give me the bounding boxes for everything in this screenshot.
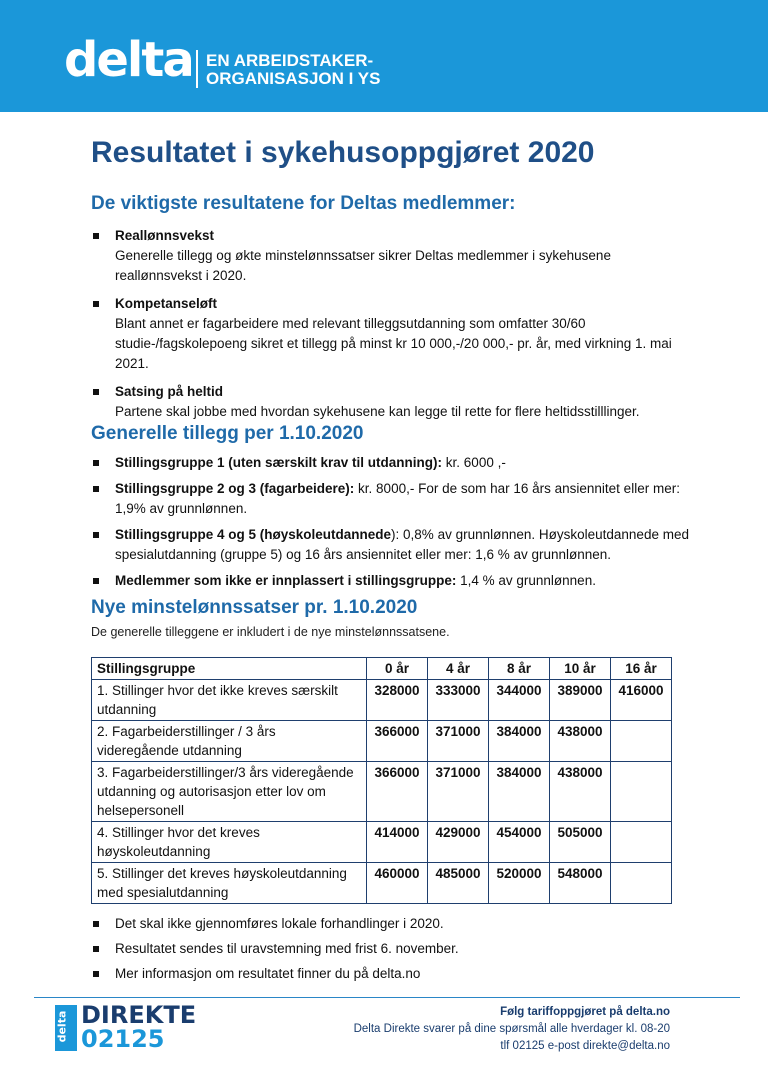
logo-separator bbox=[196, 50, 198, 88]
item-text: Generelle tillegg og økte minstelønnssatser sikrer Deltas medlemmer i sykehusene reallønnsvekst i 2020. bbox=[115, 248, 611, 283]
section3-subtext: De generelle tilleggene er inkludert i de nye minstelønnssatsene. bbox=[91, 625, 450, 639]
cell: 333000 bbox=[428, 680, 489, 721]
item-text: Blant annet er fagarbeidere med relevant tilleggsutdanning som omfatter 30/60 studie-/fagskolepoeng sikret et tillegg på minst kr 10 000,-/20 000,- pr. år, med virkning 1. mai 2021. bbox=[115, 316, 672, 371]
list-item bbox=[91, 294, 691, 374]
cell: 366000 bbox=[367, 762, 428, 822]
cell: 438000 bbox=[550, 721, 611, 762]
page-title: Resultatet i sykehusoppgjøret 2020 bbox=[91, 136, 595, 169]
direkte-number: 02125 bbox=[81, 1025, 165, 1053]
cell: 460000 bbox=[367, 863, 428, 904]
cell: 371000 bbox=[428, 721, 489, 762]
cell bbox=[611, 762, 672, 822]
col-header: 4 år bbox=[428, 658, 489, 680]
cell: 429000 bbox=[428, 822, 489, 863]
row-label: 2. Fagarbeiderstillinger / 3 års videregående utdanning bbox=[92, 721, 367, 762]
section3-heading: Nye minstelønnssatser pr. 1.10.2020 bbox=[91, 597, 418, 618]
footer-contact bbox=[354, 1004, 670, 1055]
section1-heading: De viktigste resultatene for Deltas medlemmer: bbox=[91, 193, 516, 214]
col-header: 10 år bbox=[550, 658, 611, 680]
salary-table bbox=[91, 657, 672, 904]
cell: 384000 bbox=[489, 762, 550, 822]
cell: 414000 bbox=[367, 822, 428, 863]
footer-line2: Delta Direkte svarer på dine spørsmål alle hverdager kl. 08-20 bbox=[353, 1023, 670, 1035]
section1-list bbox=[91, 226, 691, 430]
col-header: 16 år bbox=[611, 658, 672, 680]
cell: 485000 bbox=[428, 863, 489, 904]
cell: 328000 bbox=[367, 680, 428, 721]
list-item: Det skal ikke gjennomføres lokale forhandlinger i 2020. bbox=[91, 914, 691, 934]
row-label: 4. Stillinger hvor det kreves høyskoleutdanning bbox=[92, 822, 367, 863]
list-item bbox=[91, 226, 691, 286]
section2-list bbox=[91, 453, 691, 597]
cell: 389000 bbox=[550, 680, 611, 721]
cell: 366000 bbox=[367, 721, 428, 762]
col-header: Stillingsgruppe bbox=[92, 658, 367, 680]
table-header-row bbox=[92, 658, 672, 680]
cell: 371000 bbox=[428, 762, 489, 822]
cell: 454000 bbox=[489, 822, 550, 863]
list-item: Resultatet sendes til uravstemning med frist 6. november. bbox=[91, 939, 691, 959]
cell bbox=[611, 721, 672, 762]
cell: 438000 bbox=[550, 762, 611, 822]
cell: 505000 bbox=[550, 822, 611, 863]
row-label: 3. Fagarbeiderstillinger/3 års videregående utdanning og autorisasjon etter lov om helsepersonell bbox=[92, 762, 367, 822]
item-title: Kompetanseløft bbox=[115, 296, 218, 311]
col-header: 8 år bbox=[489, 658, 550, 680]
direkte-word: DIREKTE bbox=[81, 1001, 197, 1029]
header-banner bbox=[0, 0, 768, 112]
list-item: Medlemmer som ikke er innplassert i stillingsgruppe: 1,4 % av grunnlønnen. bbox=[91, 571, 691, 591]
section2-heading: Generelle tillegg per 1.10.2020 bbox=[91, 423, 364, 444]
delta-badge: delta bbox=[55, 1005, 77, 1051]
tagline-line1: EN ARBEIDSTAKER- bbox=[206, 51, 374, 70]
cell: 416000 bbox=[611, 680, 672, 721]
footer-divider bbox=[34, 997, 740, 998]
item-text: Partene skal jobbe med hvordan sykehusene kan legge til rette for flere heltidsstilllinger. bbox=[115, 404, 640, 419]
section4-list bbox=[91, 914, 691, 989]
table-row bbox=[92, 863, 672, 904]
tagline-line2: ORGANISASJON I YS bbox=[206, 69, 381, 88]
table-row bbox=[92, 762, 672, 822]
list-item: Mer informasjon om resultatet finner du på delta.no bbox=[91, 964, 691, 984]
item-title: Reallønnsvekst bbox=[115, 228, 215, 243]
table-row bbox=[92, 680, 672, 721]
row-label: 5. Stillinger det kreves høyskoleutdanning med spesialutdanning bbox=[92, 863, 367, 904]
cell bbox=[611, 863, 672, 904]
list-item: Stillingsgruppe 2 og 3 (fagarbeidere): kr. 8000,- For de som har 16 års ansiennitet eller mer: 1,9% av grunnlønnen. bbox=[91, 479, 691, 519]
cell: 384000 bbox=[489, 721, 550, 762]
cell: 344000 bbox=[489, 680, 550, 721]
list-item: Stillingsgruppe 4 og 5 (høyskoleutdannede): 0,8% av grunnlønnen. Høyskoleutdannede med spesialutdanning (gruppe 5) og 16 års ansiennitet eller mer: 1,6 % av grunnlønnen. bbox=[91, 525, 691, 565]
col-header: 0 år bbox=[367, 658, 428, 680]
logo-tagline bbox=[206, 52, 380, 88]
cell bbox=[611, 822, 672, 863]
table-row bbox=[92, 822, 672, 863]
delta-logo: delta bbox=[64, 32, 193, 88]
delta-direkte-logo bbox=[55, 1001, 200, 1053]
cell: 520000 bbox=[489, 863, 550, 904]
item-title: Satsing på heltid bbox=[115, 384, 224, 399]
footer-line3: tlf 02125 e-post direkte@delta.no bbox=[500, 1040, 670, 1052]
list-item bbox=[91, 382, 691, 422]
list-item: Stillingsgruppe 1 (uten særskilt krav til utdanning): kr. 6000 ,- bbox=[91, 453, 691, 473]
footer-line1: Følg tariffoppgjøret på delta.no bbox=[500, 1006, 670, 1018]
table-row bbox=[92, 721, 672, 762]
row-label: 1. Stillinger hvor det ikke kreves særskilt utdanning bbox=[92, 680, 367, 721]
cell: 548000 bbox=[550, 863, 611, 904]
